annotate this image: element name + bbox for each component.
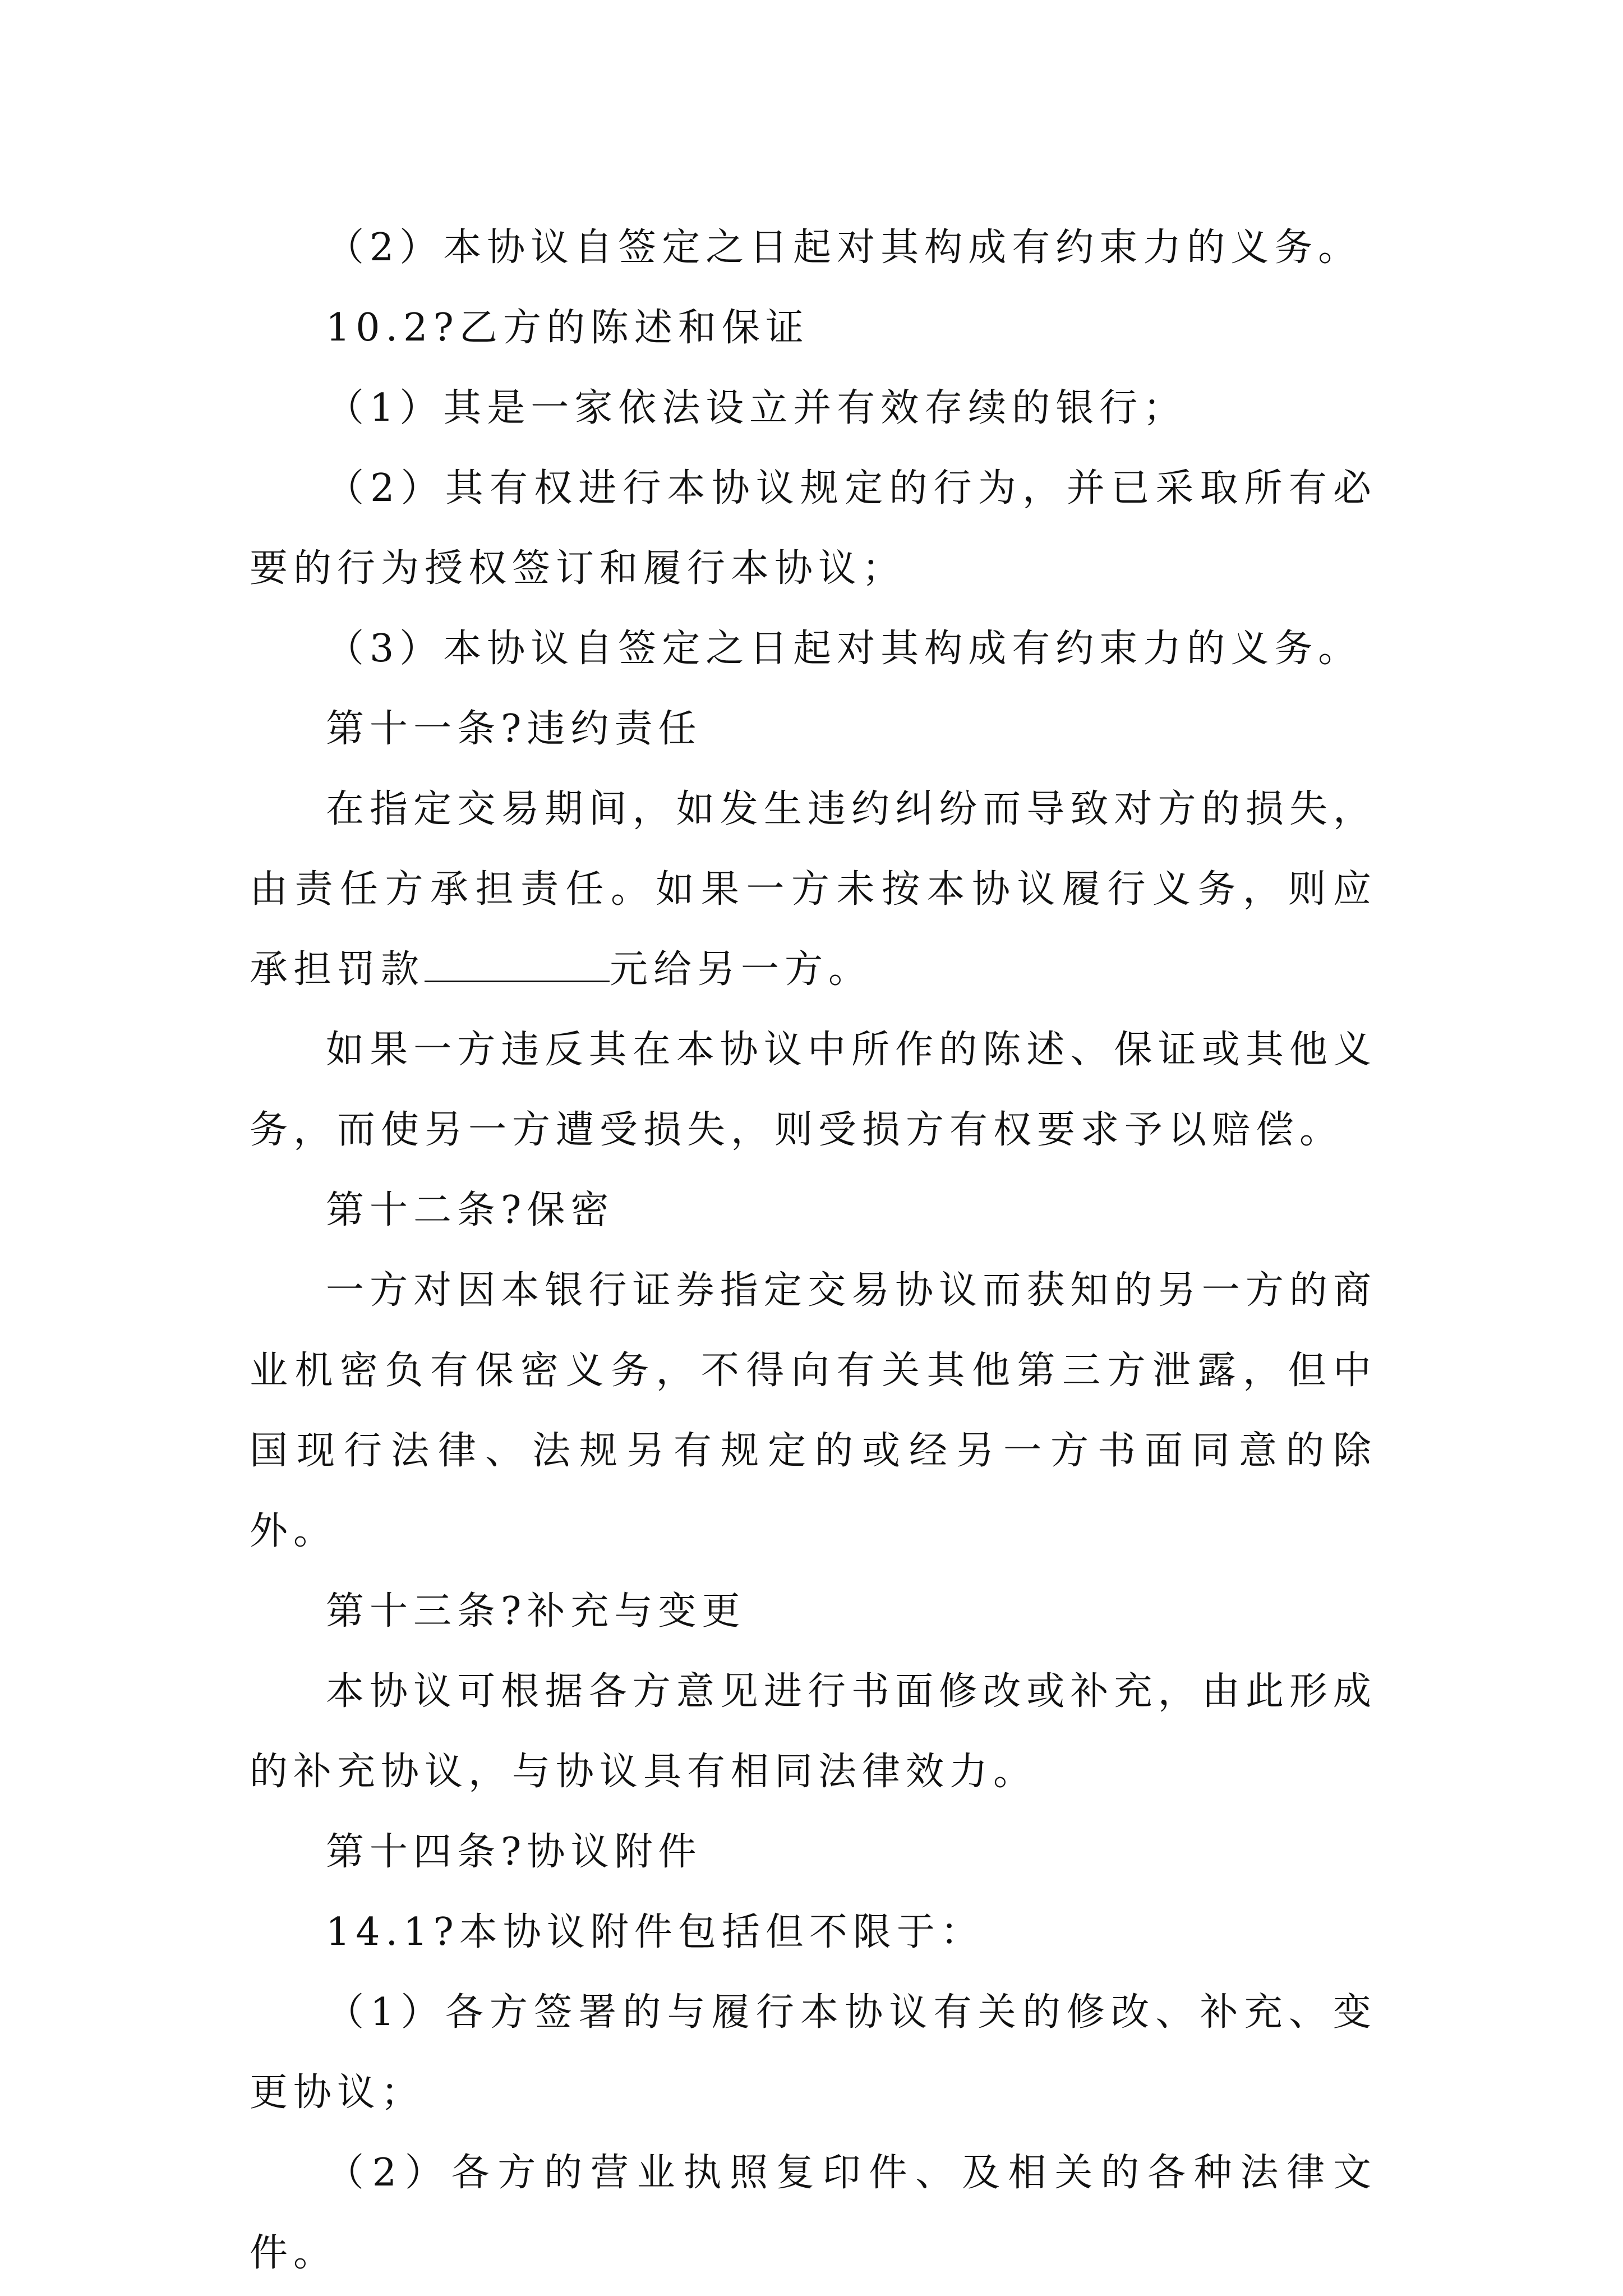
article-heading-attachments: 第十四条?协议附件 bbox=[326, 1830, 702, 1874]
paragraph-attachment-licenses: （2）各方的营业执照复印件、及相关的各种法律文件。 bbox=[250, 2151, 1377, 2275]
article-heading-confidentiality: 第十二条?保密 bbox=[326, 1188, 615, 1232]
penalty-text-before: 在指定交易期间，如发生违约纠纷而导致对方的损失，由责任方承担责任。如果一方未按本协议履行义务，则应承担罚款 bbox=[250, 787, 1377, 992]
section-heading-attachments-include: 14.1?本协议附件包括但不限于： bbox=[326, 1910, 984, 1954]
paragraph-confidentiality: 一方对因本银行证券指定交易协议而获知的另一方的商业机密负有保密义务，不得向有关其他第三方泄露，但中国现行法律、法规另有规定的或经另一方书面同意的除外。 bbox=[250, 1268, 1377, 1553]
penalty-text-after: 元给另一方。 bbox=[610, 947, 873, 992]
article-heading-amendment: 第十三条?补充与变更 bbox=[326, 1589, 746, 1634]
paragraph-compensation: 如果一方违反其在本协议中所作的陈述、保证或其他义务，而使另一方遭受损失，则受损方有权要求予以赔偿。 bbox=[250, 1028, 1377, 1152]
penalty-amount-blank bbox=[425, 947, 610, 982]
paragraph-authority-to-act: （2）其有权进行本协议规定的行为，并已采取所有必要的行为授权签订和履行本协议； bbox=[250, 466, 1377, 591]
paragraph-party-b-binding-obligation: （3）本协议自签定之日起对其构成有约束力的义务。 bbox=[326, 627, 1362, 671]
document-body bbox=[250, 208, 1377, 2293]
paragraph-amendment: 本协议可根据各方意见进行书面修改或补充，由此形成的补充协议，与协议具有相同法律效力。 bbox=[250, 1669, 1377, 1794]
paragraph-penalty bbox=[250, 769, 1377, 1010]
paragraph-party-a-binding-obligation: （2）本协议自签定之日起对其构成有约束力的义务。 bbox=[326, 226, 1362, 270]
paragraph-attachment-amendments: （1）各方签署的与履行本协议有关的修改、补充、变更协议； bbox=[250, 1990, 1377, 2115]
paragraph-bank-established: （1）其是一家依法设立并有效存续的银行； bbox=[326, 386, 1187, 430]
section-heading-party-b-representations: 10.2?乙方的陈述和保证 bbox=[326, 306, 809, 350]
article-heading-liability: 第十一条?违约责任 bbox=[326, 707, 702, 751]
